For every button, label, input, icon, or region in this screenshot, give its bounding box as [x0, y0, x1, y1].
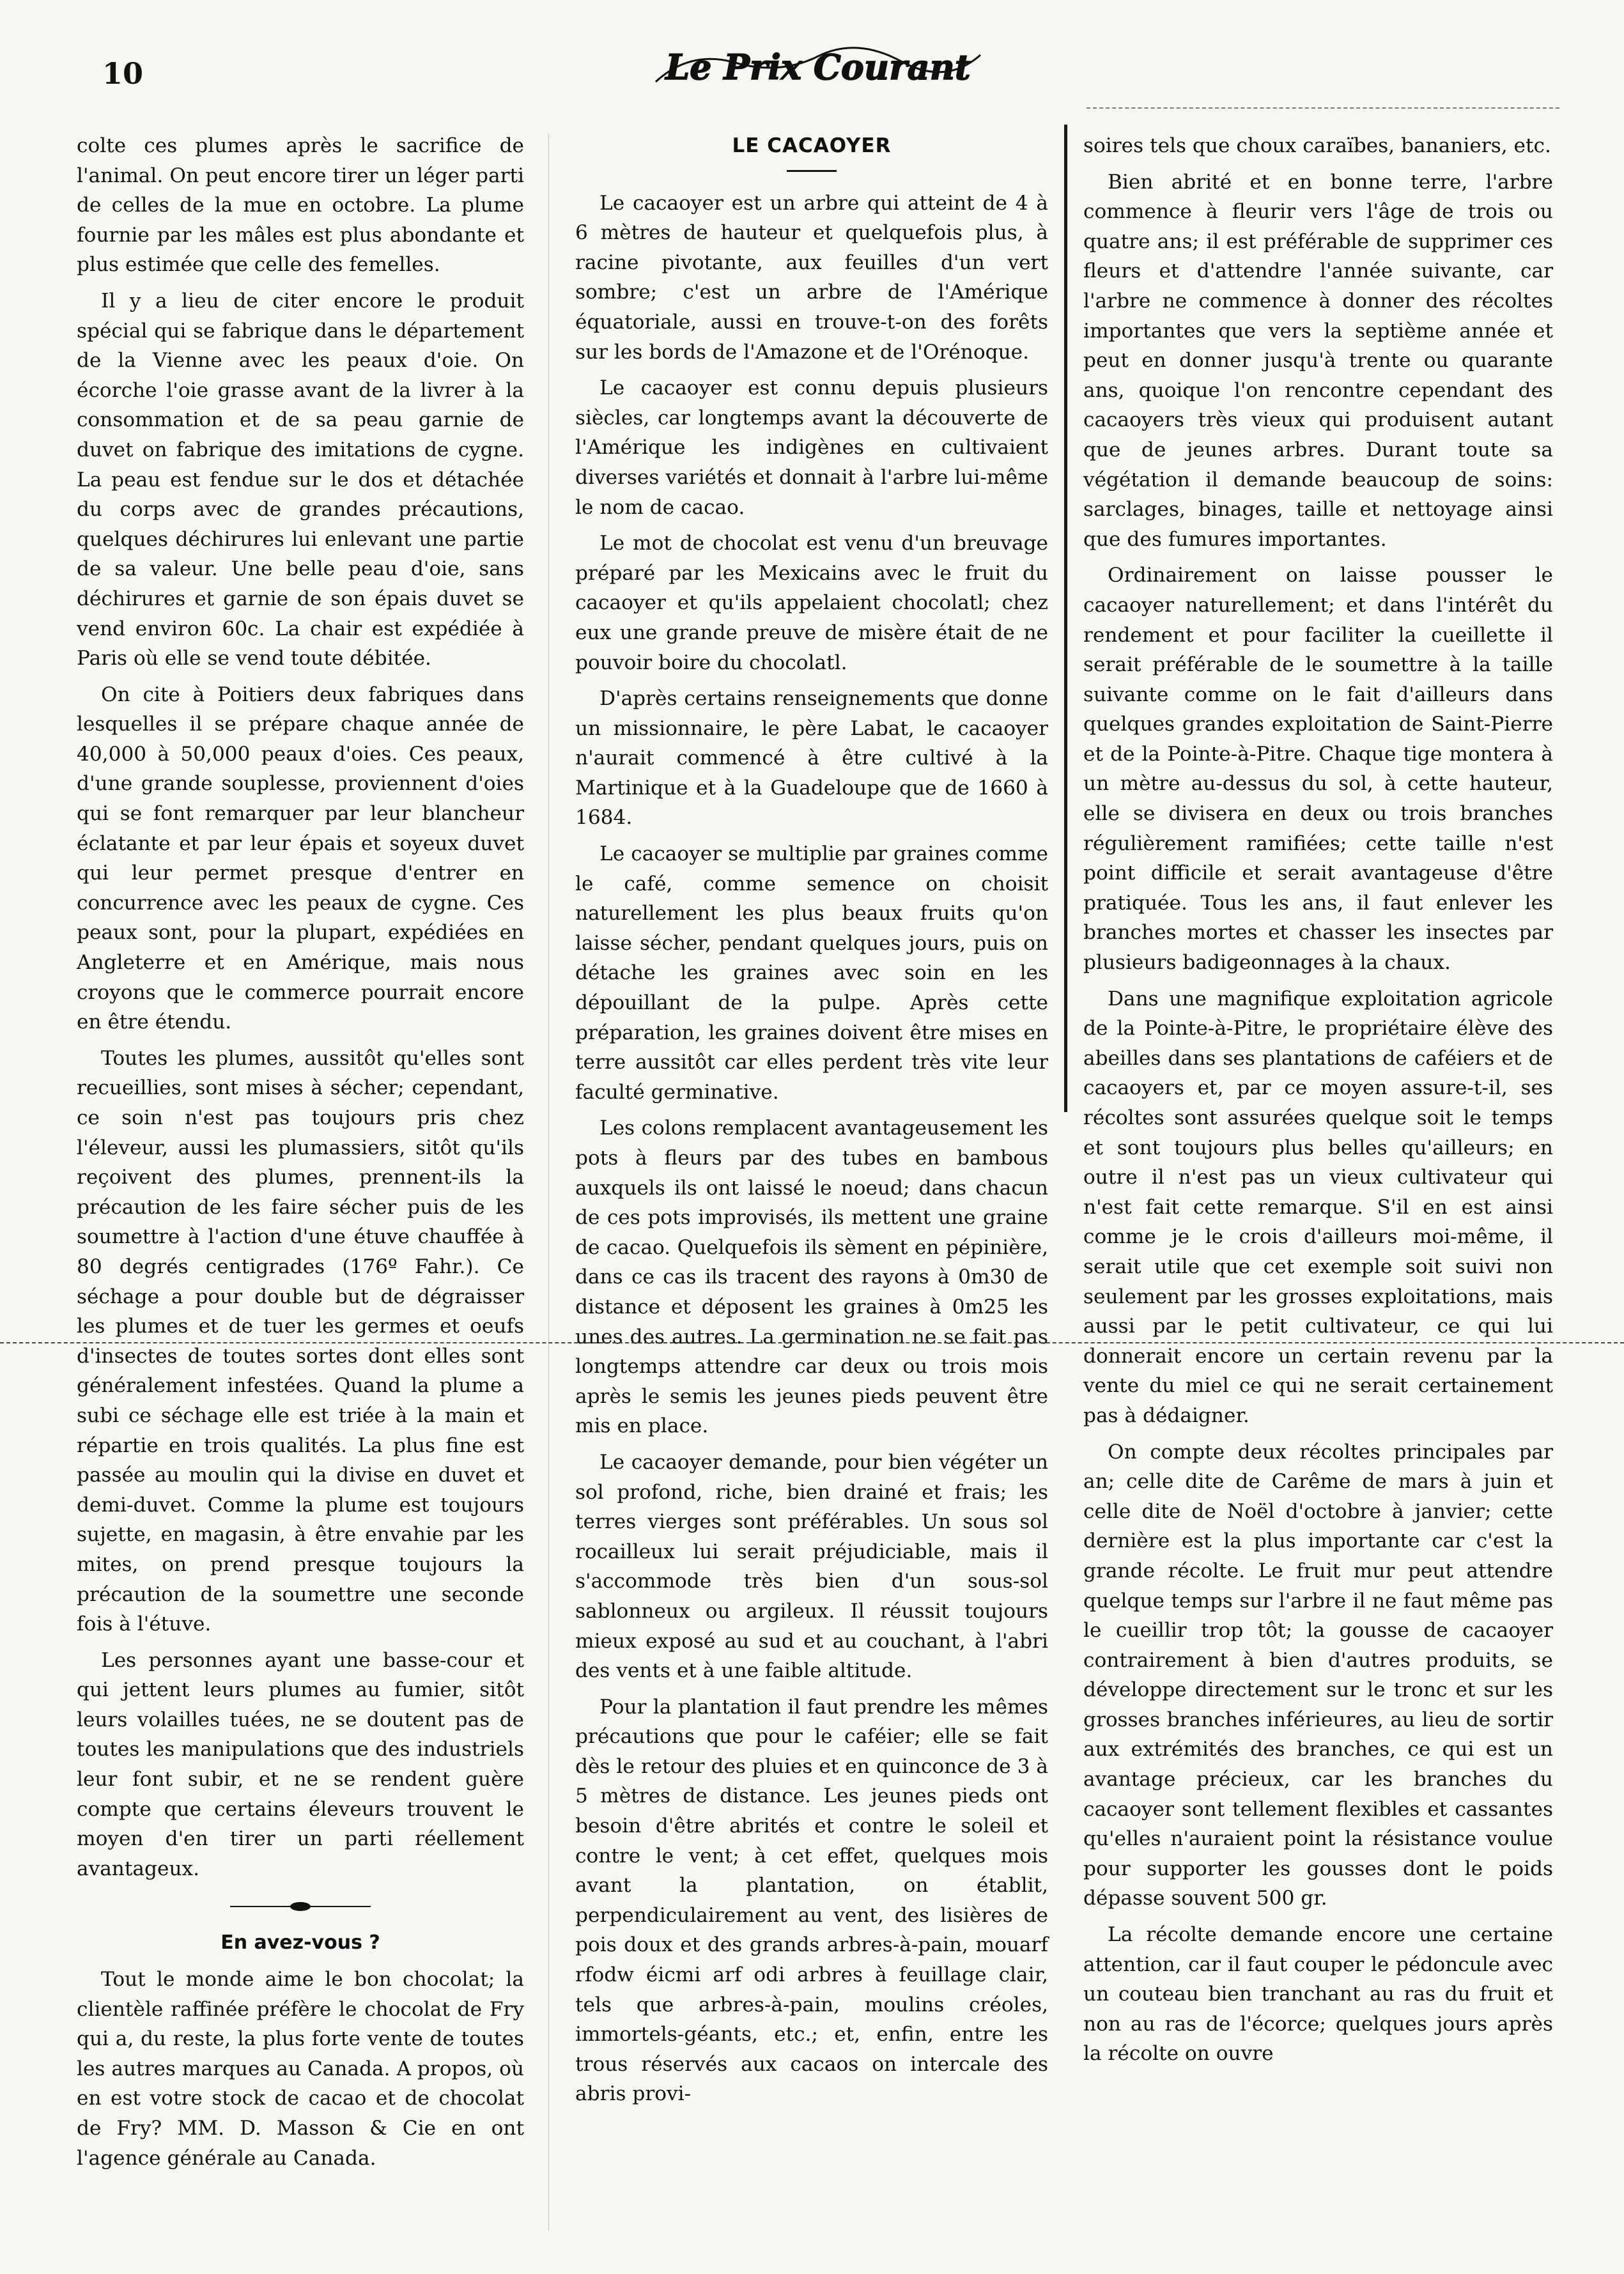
col1-paragraph-3: On cite à Poitiers deux fabriques dans lesquelles il se prépare chaque année de 40,000 à 50,000 peaux d'oies. Ces peaux, d'une grande souplesse, proviennent d'oies qui se font remarquer par leur blancheur éclatante et par leur épais et soyeux duvet qui leur permet presque d'entrer en concurrence avec les peaux de cygne. Ces peaux sont, pour la plupart, expédiées en Angleterre et en Amérique, mais nous croyons que le commerce pourrait encore en être étendu.: [77, 683, 524, 1034]
col2-paragraph-7: Le cacaoyer demande, pour bien végéter un sol profond, riche, bien drainé et frais; les terres vierges sont préférables. Un sous sol rocailleux lui serait préjudiciable, mais il s'accommode très bien d'un sous-sol sablonneux ou argileux. Il réussit toujours mieux exposé au sud et au couchant, à l'abri des vents et à une faible altitude.: [575, 1450, 1048, 1683]
column-divider-2: [1064, 125, 1067, 1112]
masthead-logo: [652, 37, 984, 96]
col1-paragraph-1: colte ces plumes après le sacrifice de l'animal. On peut encore tirer un léger parti de celles de la mue en octobre. La plume fournie par les mâles est plus abondante et plus estimée que celle des femelles.: [77, 134, 524, 277]
column-3: [1083, 131, 1553, 2075]
title-underline: [787, 170, 837, 172]
col3-paragraph-6: La récolte demande encore une certaine attention, car il faut couper le pédoncule avec un couteau bien tranchant au ras du fruit et non au ras de l'écorce; quelques jours après la récolte on ouvre: [1083, 1923, 1553, 2066]
col3-paragraph-4: Dans une magnifique exploitation agricole de la Pointe-à-Pitre, le propriétaire élève des abeilles dans ses plantations de caféiers et de cacaoyers et, par ce moyen assure-t-il, ses récoltes sont assurées quelque soit le temps et sont toujours plus belles qu'ailleurs; en outre il n'est pas un vieux cultivateur qui n'est fait cette remarque. S'il en est ainsi comme je le crois d'ailleurs moi-même, il serait utile que cet exemple soit suivi non seulement par les grosses exploitations, mais aussi par le petit cultivateur, ce qui lui donnerait encore un certain revenu par la vente du miel ce qui ne serait certainement pas à dédaigner.: [1083, 987, 1553, 1427]
page-number: 10: [102, 56, 144, 91]
column-1: [77, 131, 524, 2179]
col1-paragraph-2: Il y a lieu de citer encore le produit spécial qui se fabrique dans le département de la Vienne avec les peaux d'oie. On écorche l'oie grasse avant de la livrer à la consommation et de sa peau garnie de duvet on fabrique des imitations de cygne. La peau est fendue sur le dos et détachée du corps avec de grandes précautions, quelques déchirures lui enlevant une partie de sa valeur. Une belle peau d'oie, sans déchirures et garnie de son épais duvet se vend environ 60c. La chair est expédiée à Paris où elle se vend toute débitée.: [77, 289, 524, 670]
col2-paragraph-1: Le cacaoyer est un arbre qui atteint de 4 à 6 mètres de hauteur et quelquefois plus, à racine pivotante, aux feuilles d'un vert sombre; c'est un arbre de l'Amérique équatoriale, aussi en trouve-t-on des forêts sur les bords de l'Amazone et de l'Orénoque.: [575, 191, 1048, 364]
article-title: LE CACAOYER: [732, 134, 892, 157]
masthead-logo-graphic: [652, 37, 984, 96]
col1-paragraph-5: Les personnes ayant une basse-cour et qui jettent leurs plumes au fumier, sitôt leurs volailles tuées, ne se doutent pas de toutes les manipulations que des industriels leur font subir, et ne se rendent guère compte que certains éleveurs trouvent le moyen d'en tirer un parti réellement avantageux.: [77, 1648, 524, 1880]
col3-paragraph-2: Bien abrité et en bonne terre, l'arbre commence à fleurir vers l'âge de trois ou quatre ans; il est préférable de supprimer ces fleurs et d'attendre l'année suivante, car l'arbre ne commence à donner des récoltes importantes que vers la septième année et peut en donner jusqu'à trente ou quarante ans, quoique l'on rencontre cependant des cacaoyers très vieux qui produisent autant que de jeunes arbres. Durant toute sa végétation il demande beaucoup de soins: sarclages, binages, taille et nettoyage ainsi que des fumures importantes.: [1083, 170, 1553, 551]
col2-paragraph-2: Le cacaoyer est connu depuis plusieurs siècles, car longtemps avant la découverte de l'Amérique les indigènes en cultivaient diverses variétés et donnait à l'arbre lui-même le nom de cacao.: [575, 376, 1048, 519]
col2-paragraph-4: D'après certains renseignements que donne un missionnaire, le père Labat, le cacaoyer n'aurait commencé à être cultivé à la Martinique et à la Guadeloupe que de 1660 à 1684.: [575, 687, 1048, 830]
ornament-divider: [224, 1898, 377, 1915]
col3-paragraph-5: On compte deux récoltes principales par an; celle dite de Carême de mars à juin et celle dite de Noël d'octobre à janvier; cette dernière est la plus importante car c'est la grande récolte. Le fruit mur peut attendre quelque temps sur l'arbre il ne faut même pas le cueillir trop tôt; la gousse de cacaoyer contrairement à bien d'autres produits, se développe directement sur le tronc et sur les grosses branches inférieures, au lieu de sortir aux extrémités des branches, ce qui est un avantage précieux, car les branches du cacaoyer sont tellement flexibles et cassantes qu'elles n'auraient point la résistance voulue pour supporter les gousses dont le poids dépasse souvent 500 gr.: [1083, 1440, 1553, 1910]
col2-paragraph-6: Les colons remplacent avantageusement les pots à fleurs par des tubes en bambous auxquels ils ont laissé le noeud; dans chacun de ces pots improvisés, ils mettent une graine de cacao. Quelquefois ils sèment en pépinière, dans ce cas ils tracent des rayons à 0m30 de distance et déposent les graines à 0m25 les unes des autres. La germination ne se fait pas longtemps attendre car deux ou trois mois après le semis les jeunes pieds peuvent être mis en place.: [575, 1117, 1048, 1438]
page-fold-line: [0, 1342, 1624, 1343]
col2-paragraph-8: Pour la plantation il faut prendre les mêmes précautions que pour le caféier; elle se fait dès le retour des pluies et en quinconce de 3 à 5 mètres de distance. Les jeunes pieds ont besoin d'être abrités et contre le soleil et contre le vent; à cet effet, quelques mois avant la plantation, on établit, perpendiculairement au vent, des lisières de pois doux et des grands arbres-à-pain, mouarf rfodw éicmi arf odi arbres à feuillage clair, tels que arbres-à-pain, moulins créoles, immortels-géants, etc.; et, enfin, entre les trous réservés aux cacaos on intercale des abris provi-: [575, 1695, 1048, 2106]
masthead-text: Le Prix Courant: [665, 47, 971, 88]
column-divider-1: [548, 134, 549, 2231]
col1-paragraph-4: Toutes les plumes, aussitôt qu'elles sont recueillies, sont mises à sécher; cependant, ce soin n'est pas toujours pris chez l'éleveur, aussi les plumassiers, sitôt qu'ils reçoivent des plumes, prennent-ils la précaution de les faire sécher puis de les soumettre à l'action d'une étuve chauffée à 80 degrés centigrades (176º Fahr.). Ce séchage a pour double but de dégraisser les plumes et de tuer les germes et oeufs d'insectes de toutes sortes dont elles sont généralement infestées. Quand la plume a subi ce séchage elle est triée à la main et répartie en trois qualités. La plus fine est passée au moulin qui la divise en duvet et demi-duvet. Comme la plume est toujours sujette, en magasin, à être envahie par les mites, on prend presque toujours la précaution de la soumettre une seconde fois à l'étuve.: [77, 1046, 524, 1636]
column-2: [575, 131, 1048, 2115]
col3-paragraph-3: Ordinairement on laisse pousser le cacaoyer naturellement; et dans l'intérêt du rendement et pour faciliter la cueillette il serait préférable de le soumettre à la taille suivante comme on le fait d'ailleurs dans quelques grandes exploitation de Saint-Pierre et de la Pointe-à-Pitre. Chaque tige montera à un mètre au-dessus du sol, à cette hauteur, elle se divisera en deux ou trois branches régulièrement ramifiées; cette taille n'est point difficile et serait avantageuse d'être pratiquée. Tous les ans, il faut enlever les branches mortes et chasser les insectes par plusieurs badigeonnages à la chaux.: [1083, 564, 1553, 975]
col3-paragraph-1: soires tels que choux caraïbes, bananiers, etc.: [1083, 134, 1551, 157]
top-dashed-rule: [1087, 107, 1559, 109]
col2-paragraph-5: Le cacaoyer se multiplie par graines comme le café, comme semence on choisit naturellement les plus beaux fruits qu'on laisse sécher, pendant quelques jours, puis on détache les graines avec soin en les dépouillant de la pulpe. Après cette préparation, les graines doivent être mises en terre aussitôt car elles perdent très vite leur faculté germinative.: [575, 842, 1048, 1104]
section-heading-en-avez-vous: En avez-vous ?: [220, 1931, 380, 1954]
col1-ad-paragraph: Tout le monde aime le bon chocolat; la clientèle raffinée préfère le chocolat de Fry qui a, du reste, la plus forte vente de toutes les autres marques au Canada. A propos, où en est votre stock de cacao et de chocolat de Fry? MM. D. Masson & Cie en ont l'agence générale au Canada.: [77, 1968, 524, 2170]
col2-paragraph-3: Le mot de chocolat est venu d'un breuvage préparé par les Mexicains avec le fruit du cacaoyer et qu'ils appelaient chocolatl; chez eux une grande preuve de misère était de ne pouvoir boire du chocolatl.: [575, 532, 1048, 674]
